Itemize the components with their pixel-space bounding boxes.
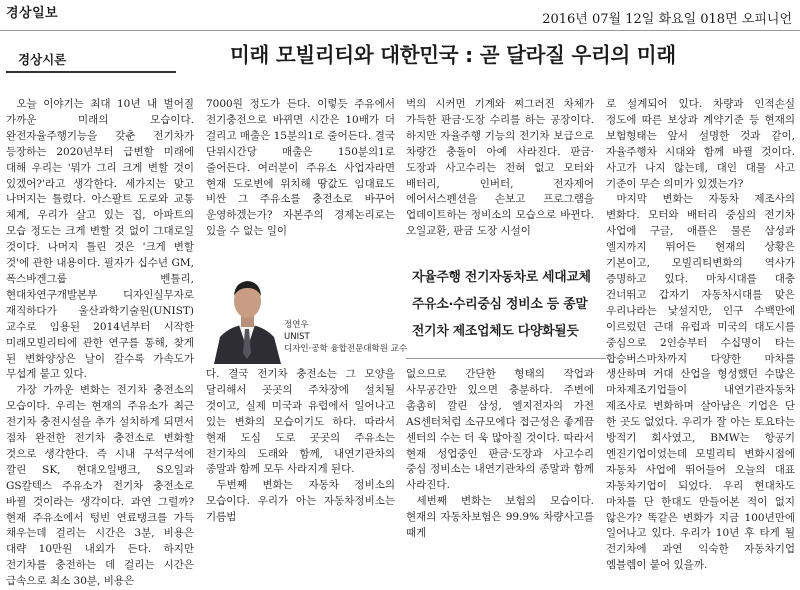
author-portrait-photo — [210, 263, 285, 364]
article-column-3-bottom — [406, 367, 594, 540]
author-title: 디자인·공학 융합전문대학원 교수 — [284, 344, 408, 354]
paragraph: 로 설계되어 있다. 차량과 인적손실 정도에 따른 보상과 계약기준 등 현재의 보험형태는 앞서 설명한 것과 같이, 자율주행차 시대와 함께 바뀔 것이다. 사고가 나지 않는데, 대인 대물 사고 기준이 무슨 의미가 있겠는가? — [606, 98, 795, 190]
paragraph: 마지막 변화는 자동차 제조사의 변화다. 모터와 배터리 중심의 전기차 사업에 구글, 애플은 물론 삼성과 엘지까지 뛰어든 현재의 상황은 기본이고, 모빌리티변화의 역사가 증명하고 있다. 마차시대를 대충 건너뛰고 갑자기 자동차시대를 맞은 우리나라는 낯설지만, 인구 수백만에 이르렀던 근대 유럽과 미국의 대도시를 중심으로 2인승부터 수십명이 타는 합승버스마차까지 다양한 마차를 생산하며 거대 산업을 형성했던 수많은 마차제조기업들이 내연기관자동차 제조사로 변화하며 살아남은 기업은 단 한 곳도 없었다. 우리가 잘 아는 토요타는 방적기 회사였고, BMW는 항공기 엔진기업이었는데 모빌리티 변화시점에 자동차 사업에 뛰어들어 오늘의 대표 자동차기업이 되었다. 우리 현대차도 마차를 단 한대도 만들어본 적이 없지 않은가? 똑같은 변화가 지금 100년만에 일어나고 있다. 우리가 10년 후 타게 될 전기차에 과연 익숙한 자동차기업 엠블렘이 붙어 있을까. — [606, 193, 795, 572]
author-name: 정연우 — [284, 320, 309, 330]
pull-quote-line: 자율주행 전기자동차로 세대교체 — [412, 270, 591, 285]
article-column-2-bottom — [206, 367, 395, 522]
paragraph: 두번째 변화는 자동차 정비소의 모습이다. 우리가 아는 자동차정비소는 기름범 — [206, 479, 395, 524]
newspaper-logo: 경상일보 — [6, 6, 59, 21]
masthead-rule — [0, 30, 800, 31]
publication-dateline: 2016년 07월 12일 화요일 018면 오피니언 — [542, 12, 792, 27]
author-org: UNIST — [284, 332, 310, 342]
paragraph: 가장 가까운 변화는 전기차 충전소의 모습이다. 우리는 현재의 주유소가 최근 전기차 충전시설을 추가 설치하게 되면서 점차 완전한 전기차 충전소로 변화할 것으로 생각한다. 즉 시내 구석구석에 깔린 SK, 현대오일뱅크, S오일과 GS칼텍스 주유소가 전기차 충전소로 바뀔 것이라는 생각이다. 과연 그럴까? 현재 주유소에서 텅빈 연료탱크를 가득 채우는데 걸리는 시간은 3분, 비용은 대략 10만원 내외가 든다. 하지만 전기차를 충전하는 데 걸리는 시간은 급속으로 최소 30분, 비용은 — [6, 384, 194, 588]
pull-quote-line: 주유소·수리중심 정비소 등 종말 — [412, 297, 588, 312]
paragraph: 7000원 정도가 든다. 이렇듯 주유에서 전기충전으로 바뀌면 시간은 10배가 더 걸리고 매출은 15분의1로 줄어든다. 결국 단위시간당 매출은 150분의1로 줄어든다. 여러분이 주유소 사업자라면 현재 도로변에 위치해 땅값도 임대료도 비싼 그 주유소를 충전소로 바꾸어 운영하겠는가? 자본주의 경제논리로는 있을 수 없는 일이 — [206, 98, 395, 238]
paragraph: 벅의 시커먼 기계와 찌그러진 차체가 가득한 판금·도장 수리를 하는 공장이다. 하지만 자율주행 기능의 전기차 보급으로 차량간 충돌이 아예 사라진다. 판금·도장과 사고수리는 전혀 없고 모터와 배터리, 인버터, 전자제어 에어서스펜션을 손보고 프로그램을 업데이트하는 정비소의 모습으로 바뀐다. 오일교환, 판금 도장 시설이 — [406, 98, 594, 238]
paragraph: 오늘 이야기는 최대 10년 내 벌어질 가까운 미래의 모습이다. 완전자율주행기능을 갖춘 전기차가 등장하는 2020년부터 급변할 미래에 대해 우리는 '뭐가 그리 크게 변할 것이 있겠어?'라고 생각한다. 세가지는 맞고 나머지는 틀렸다. 아스팔트 도로와 교통 체계, 우리가 살고 있는 집, 아파트의 모습 정도는 크게 변할 것 없이 그대로일 것이다. 나머지 틀린 것은 '크게 변할 것'에 관한 내용이다. 필자가 십수년 GM, 폭스바겐그룹 벤틀리, 현대차연구개발본부 디자인실무자로 재직하다가 울산과학기술원(UNIST) 교수로 임용된 2014년부터 시작한 미래모빌리티에 관한 연구를 통해, 찾게 된 변화양상은 날이 갈수록 가속도가 무섭게 붙고 있다. — [6, 98, 194, 381]
section-label: 경상시론 — [18, 52, 67, 67]
paragraph: 세번째 변화는 보험의 모습이다. 현재의 자동차보험은 99.9% 차량사고를 때게 — [406, 495, 594, 540]
article-column-3-top — [406, 97, 594, 255]
paragraph: 없으므로 간단한 형태의 작업과 사무공간만 있으면 충분하다. 주변에 촘촘히 깔린 삼성, 엘지전자의 가전 AS센터처럼 소규모에다 접근성은 좋게끔 센터의 수는 더 욱 많아질 것이다. 따라서 현재 성업중인 판금·도장과 사고수리 중심 정비소는 내연기관차의 종말과 함께 사라진다. — [406, 368, 594, 492]
author-caption — [284, 319, 407, 355]
author-photo-block — [210, 263, 408, 364]
pull-quote-rule — [406, 358, 606, 359]
pull-quote-line: 전기차 제조업체도 다양화될듯 — [412, 324, 579, 339]
paragraph: 다. 결국 전기차 충전소는 그 모양을 달리해서 곳곳의 주차장에 설치될 것이고, 실제 미국과 유럽에서 일어나고 있는 변화의 모습이기도 하다. 따라서 현재 도심 도로 곳곳의 주유소는 전기차의 도래와 함께, 내연기관차의 종말과 함께 모두 사라지게 된다. — [206, 368, 395, 476]
article-column-1 — [6, 97, 194, 588]
section-rule — [6, 71, 176, 73]
article-headline: 미래 모빌리티와 대한민국 : 곧 달라질 우리의 미래 — [230, 43, 676, 67]
article-column-2-top — [206, 97, 395, 255]
article-column-4 — [606, 97, 795, 572]
